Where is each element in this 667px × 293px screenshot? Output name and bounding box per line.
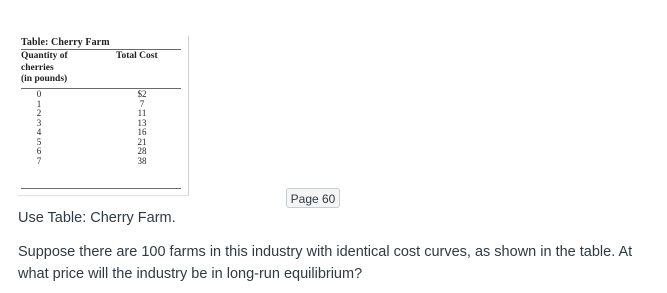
quantity-header-line1: Quantity of: [21, 51, 68, 61]
table-title: Table: Cherry Farm: [21, 37, 110, 48]
table-bottom-rule: [21, 188, 181, 189]
table-header-rule: [21, 88, 181, 89]
table-row: [21, 100, 181, 110]
table-row: [21, 109, 181, 119]
total-cost-column-header: Total Cost: [116, 51, 158, 61]
cost-cell: 11: [137, 108, 147, 118]
table-top-rule: [21, 49, 181, 50]
quantity-cell: 3: [36, 117, 42, 128]
quantity-column-header: [21, 51, 68, 86]
cherry-farm-table-image: [18, 36, 189, 196]
quantity-header-line3: (in pounds): [21, 74, 68, 84]
quantity-cell: 1: [36, 98, 42, 109]
page-reference-badge: Page 60: [286, 188, 340, 208]
table-row: [21, 138, 181, 148]
cost-cell: 13: [137, 117, 147, 128]
quantity-cell: 0: [36, 89, 42, 99]
quantity-cell: 2: [36, 108, 42, 118]
cost-cell: 38: [137, 155, 147, 166]
quantity-cell: 4: [36, 127, 42, 137]
quantity-cell: 5: [36, 136, 42, 147]
table-row: [21, 157, 181, 167]
table-row: [21, 119, 181, 129]
cost-cell: 21: [137, 136, 147, 147]
table-row: [21, 128, 181, 138]
cost-cell: 28: [137, 146, 147, 156]
table-body: [21, 90, 181, 166]
cost-cell: 7: [139, 98, 145, 109]
quantity-cell: 6: [36, 146, 42, 156]
question-text: Suppose there are 100 farms in this industry with identical cost curves, as shown in the table. At what price will the industry be in long-run equilibrium?: [18, 244, 633, 282]
cost-cell: $2: [137, 89, 147, 99]
question-instruction: Use Table: Cherry Farm.: [18, 210, 176, 226]
table-row: [21, 90, 181, 100]
quantity-cell: 7: [36, 155, 42, 166]
quantity-header-line2: cherries: [21, 62, 54, 73]
table-row: [21, 147, 181, 157]
cost-cell: 16: [137, 127, 147, 137]
